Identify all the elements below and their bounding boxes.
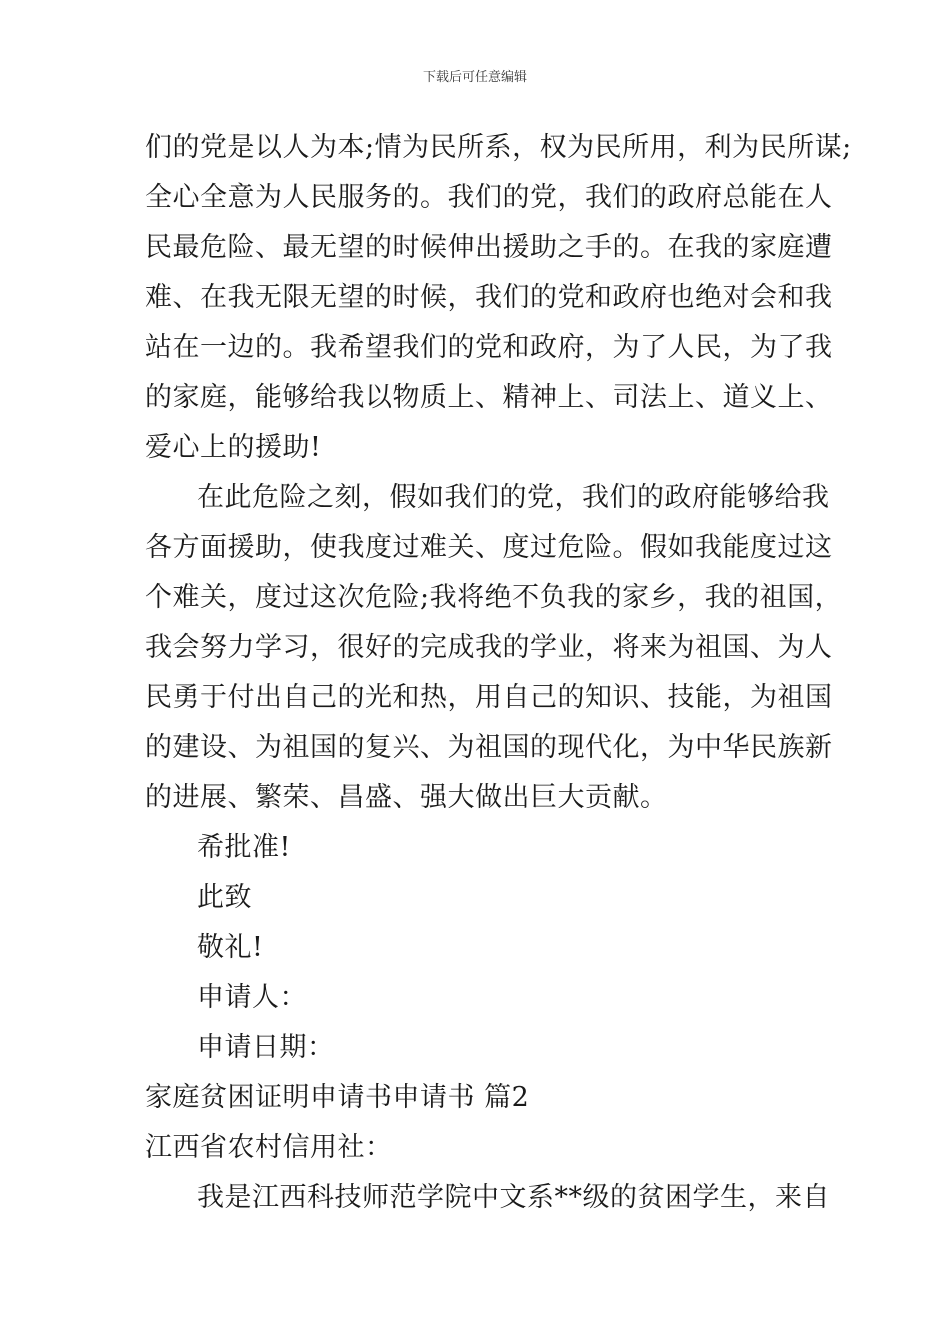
application-date-label: 申请日期：: [197, 1032, 335, 1063]
applicant-label: 申请人：: [197, 982, 307, 1013]
page-header: 下载后可任意编辑: [422, 70, 527, 85]
body-line: 民勇于付出自己的光和热，用自己的知识、技能，为祖国: [145, 682, 833, 713]
section-title: 家庭贫困证明申请书申请书 篇2: [145, 1082, 530, 1113]
body-line: 个难关，度过这次危险;我将绝不负我的家乡，我的祖国，: [145, 582, 843, 613]
request-approval-line: 希批准!: [197, 832, 291, 863]
body-line: 的建设、为祖国的复兴、为祖国的现代化，为中华民族新: [145, 732, 833, 763]
body-line: 我会努力学习，很好的完成我的学业，将来为祖国、为人: [145, 632, 833, 663]
body-line: 的家庭，能够给我以物质上、精神上、司法上、道义上、: [145, 382, 833, 413]
body-line: 难、在我无限无望的时候，我们的党和政府也绝对会和我: [145, 282, 833, 313]
paragraph-start-line: 我是江西科技师范学院中文系**级的贫困学生，来自: [197, 1182, 830, 1213]
regards-line: 敬礼!: [197, 932, 264, 963]
body-line: 的进展、繁荣、昌盛、强大做出巨大贡献。: [145, 782, 668, 813]
salutation-line: 此致: [197, 882, 252, 913]
body-line: 们的党是以人为本;情为民所系，权为民所用，利为民所谋;: [145, 132, 852, 163]
addressee-line: 江西省农村信用社：: [145, 1132, 393, 1163]
body-line: 站在一边的。我希望我们的党和政府，为了人民，为了我: [145, 332, 833, 363]
body-line: 爱心上的援助!: [145, 432, 322, 463]
body-line: 全心全意为人民服务的。我们的党，我们的政府总能在人: [145, 182, 833, 213]
paragraph-start-line: 在此危险之刻，假如我们的党，我们的政府能够给我: [197, 482, 830, 513]
body-line: 民最危险、最无望的时候伸出援助之手的。在我的家庭遭: [145, 232, 833, 263]
body-line: 各方面援助，使我度过难关、度过危险。假如我能度过这: [145, 532, 833, 563]
